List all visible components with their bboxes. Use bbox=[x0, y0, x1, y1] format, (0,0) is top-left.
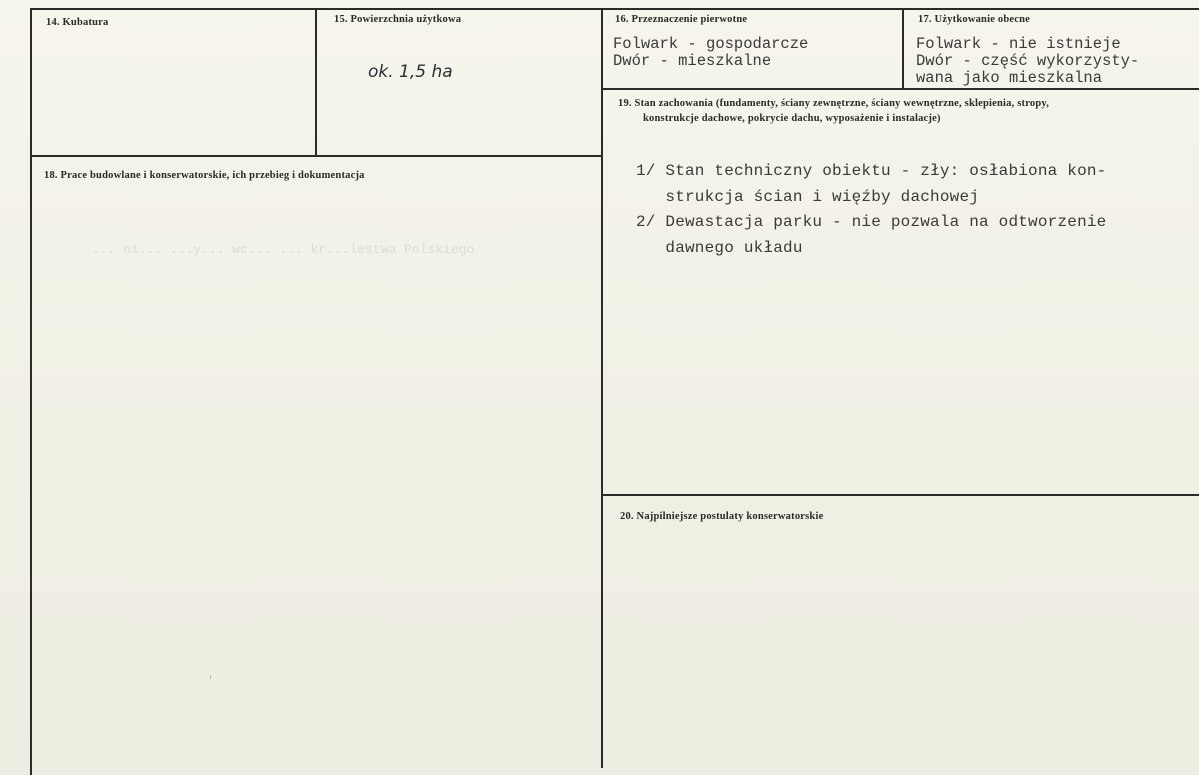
field-16-line-2: Dwór - mieszkalne bbox=[613, 52, 772, 70]
divider-19-20 bbox=[601, 494, 1199, 496]
field-19-label-line-2: konstrukcje dachowe, pokrycie dachu, wyposażenie i instalacje) bbox=[643, 113, 941, 124]
field-19-line-4: dawnego układu bbox=[636, 239, 803, 257]
field-14-label: 14. Kubatura bbox=[46, 17, 109, 28]
field-18-faded-text: ... ni... ...y... wc... ... kr...lestwa Polskiego bbox=[92, 242, 475, 257]
field-19-line-1: 1/ Stan techniczny obiektu - zły: osłabiona kon- bbox=[636, 162, 1107, 180]
field-17-line-2: Dwór - część wykorzysty- bbox=[916, 52, 1140, 70]
field-17-label: 17. Użytkowanie obecne bbox=[918, 14, 1031, 25]
field-15-handwritten-value: ok. 1,5 ha bbox=[368, 62, 453, 82]
field-17-line-1: Folwark - nie istnieje bbox=[916, 35, 1121, 53]
divider-16-17 bbox=[902, 8, 904, 88]
field-15-label: 15. Powierzchnia użytkowa bbox=[334, 14, 462, 25]
field-19-line-2: strukcja ścian i więźby dachowej bbox=[636, 188, 980, 206]
divider-17-19 bbox=[601, 88, 1199, 90]
field-19-line-3: 2/ Dewastacja parku - nie pozwala na odtworzenie bbox=[636, 213, 1107, 231]
divider-14-15 bbox=[315, 8, 317, 157]
field-19-label-line-1: 19. Stan zachowania (fundamenty, ściany zewnętrzne, ściany wewnętrzne, sklepienia, stropy, bbox=[618, 98, 1050, 109]
field-17-line-3: wana jako mieszkalna bbox=[916, 70, 1103, 87]
divider-left-row bbox=[30, 155, 603, 157]
field-20-label: 20. Najpilniejsze postulaty konserwatorskie bbox=[620, 511, 824, 522]
left-border-line bbox=[30, 8, 32, 775]
paper-speck bbox=[210, 675, 211, 679]
divider-left-right bbox=[601, 8, 603, 768]
field-16-label: 16. Przeznaczenie pierwotne bbox=[615, 14, 748, 25]
field-18-label: 18. Prace budowlane i konserwatorskie, ich przebieg i dokumentacja bbox=[44, 170, 365, 181]
top-border-line bbox=[30, 8, 1199, 10]
field-16-line-1: Folwark - gospodarcze bbox=[613, 35, 809, 53]
